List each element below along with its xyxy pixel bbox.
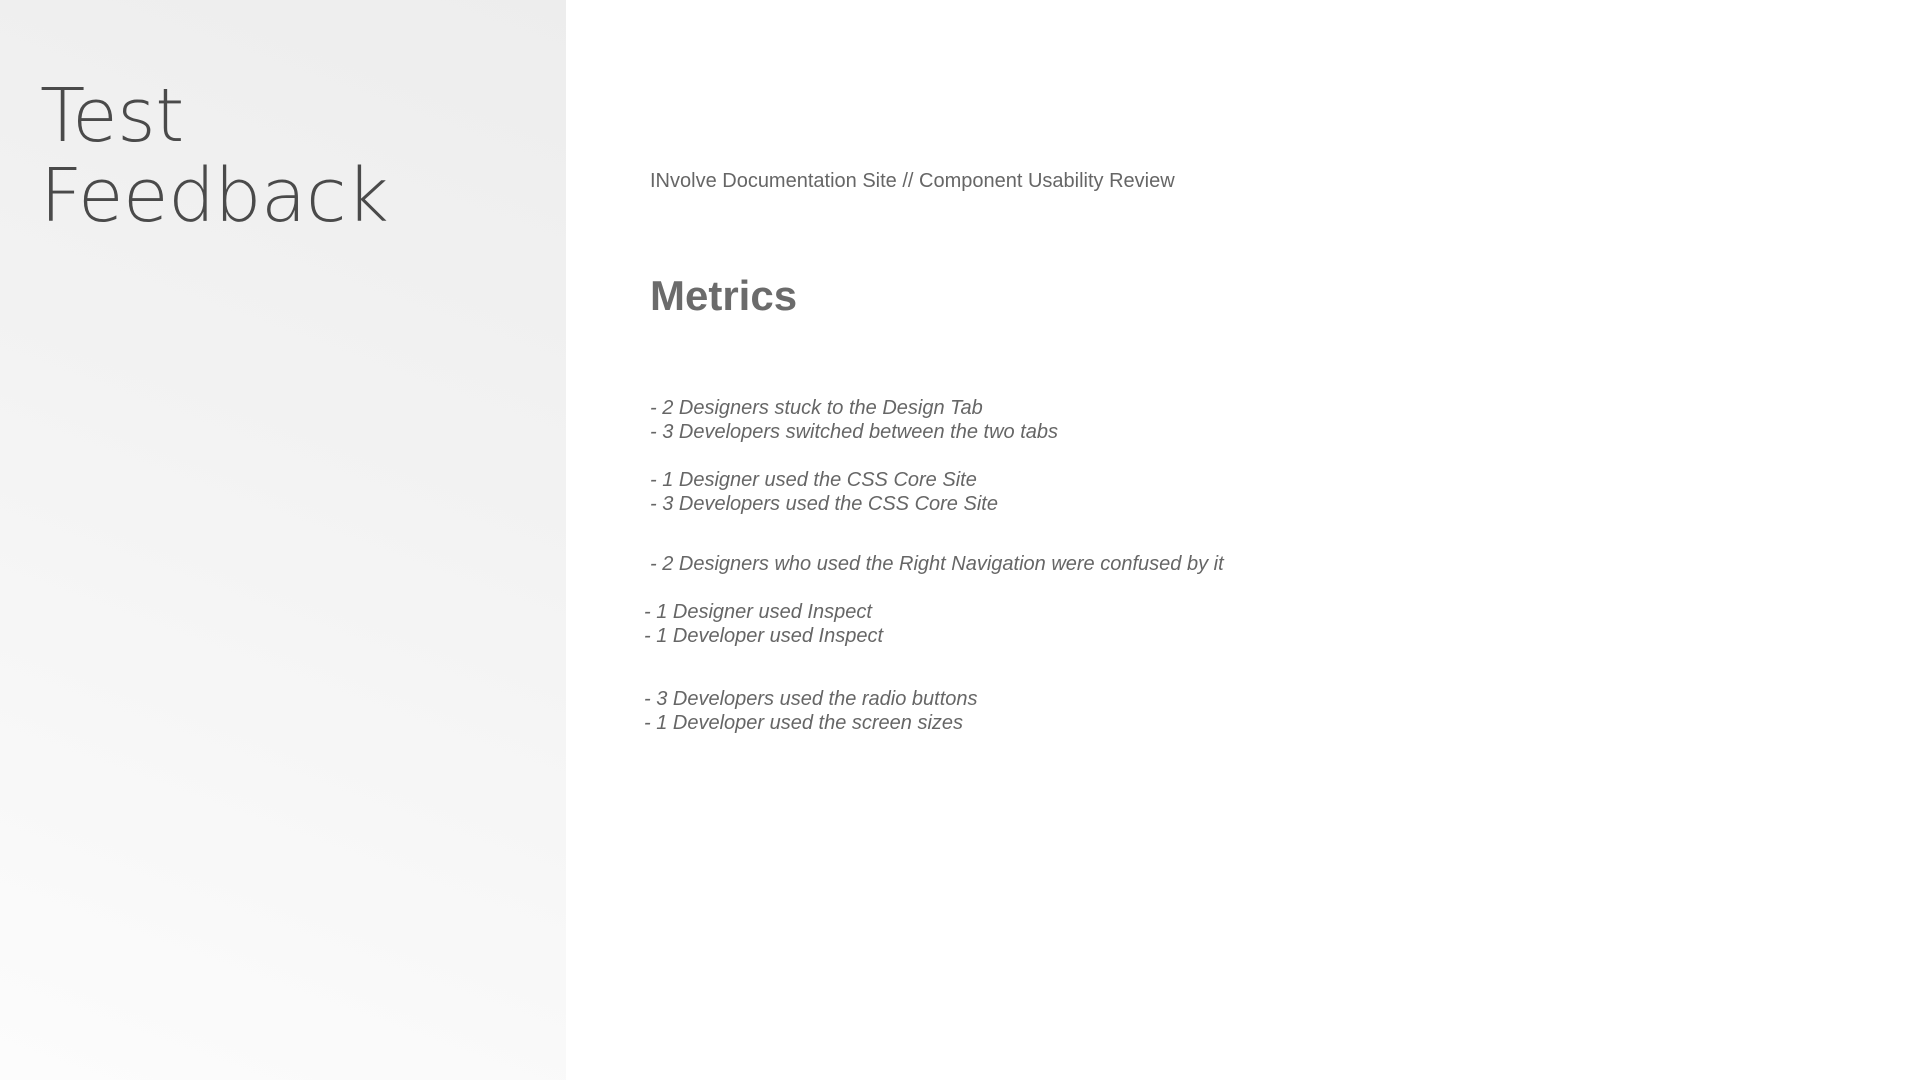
slide-title-line-1: Test — [40, 73, 184, 159]
metric-item: - 1 Developer used the screen sizes — [644, 712, 964, 734]
metric-item: - 3 Developers used the radio buttons — [644, 688, 978, 710]
metric-item: - 1 Designer used the CSS Core Site — [650, 469, 977, 491]
metrics-heading: Metrics — [650, 272, 798, 319]
document-subtitle: INvolve Documentation Site // Component Usability Review — [650, 170, 1175, 192]
metric-item: - 2 Designers who used the Right Navigation were confused by it — [650, 553, 1224, 575]
metric-item: - 2 Designers stuck to the Design Tab — [650, 397, 983, 419]
metric-item: - 1 Designer used Inspect — [644, 601, 872, 623]
metric-item: - 3 Developers used the CSS Core Site — [650, 493, 998, 515]
slide-title — [40, 73, 389, 239]
slide-title-line-2: Feedback — [40, 153, 389, 239]
metric-item: - 1 Developer used Inspect — [644, 625, 884, 647]
metric-item: - 3 Developers switched between the two tabs — [650, 421, 1058, 443]
title-panel — [0, 0, 566, 1080]
